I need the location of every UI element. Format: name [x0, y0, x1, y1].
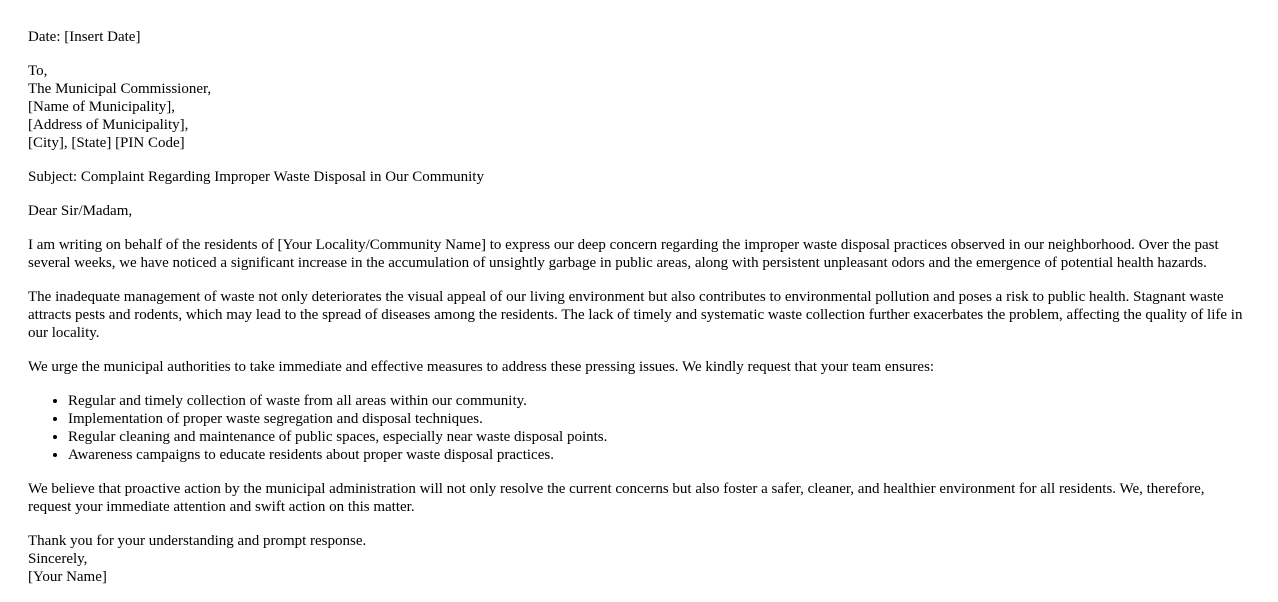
- body-paragraph-2: The inadequate management of waste not only deteriorates the visual appeal of our living environment but also contributes to environmental pollution and poses a risk to public health. Stagnant waste attracts pests and rodents, which may lead to the spread of diseases among the residents. The lack of timely and systematic waste collection further exacerbates the problem, affecting the quality of life in our locality.: [28, 289, 1243, 341]
- letter-document: [28, 28, 1250, 602]
- sign-off-block: [28, 532, 1250, 586]
- thanks-line: Thank you for your understanding and prompt response.: [28, 533, 367, 549]
- recipient-city-state-pin: [City], [State] [PIN Code]: [28, 135, 185, 151]
- closing-paragraph: We believe that proactive action by the municipal administration will not only resolve the current concerns but also foster a safer, cleaner, and healthier environment for all residents. We, therefore, request your immediate attention and swift action on this matter.: [28, 481, 1205, 515]
- subject-line: Subject: Complaint Regarding Improper Waste Disposal in Our Community: [28, 169, 484, 185]
- list-item: • Regular and timely collection of waste from all areas within our community.: [68, 392, 1250, 410]
- list-item: • Implementation of proper waste segregation and disposal techniques.: [68, 410, 1250, 428]
- list-item: • Regular cleaning and maintenance of public spaces, especially near waste disposal points.: [68, 428, 1250, 446]
- list-item: • Awareness campaigns to educate residents about proper waste disposal practices.: [68, 446, 1250, 464]
- recipient-address: [Address of Municipality],: [28, 117, 189, 133]
- recipient-block: [28, 62, 1250, 152]
- body-paragraph-1: I am writing on behalf of the residents of [Your Locality/Community Name] to express our deep concern regarding the improper waste disposal practices observed in our neighborhood. Over the past several weeks, we have noticed a significant increase in the accumulation of unsightly garbage in public areas, along with persistent unpleasant odors and the emergence of potential health hazards.: [28, 237, 1219, 271]
- recipient-title: The Municipal Commissioner,: [28, 81, 212, 97]
- salutation: Dear Sir/Madam,: [28, 203, 133, 219]
- recipient-municipality: [Name of Municipality],: [28, 99, 176, 115]
- recipient-to: To,: [28, 63, 48, 79]
- signature-name: [Your Name]: [28, 569, 107, 585]
- request-list: [28, 392, 1250, 464]
- date-line: Date: [Insert Date]: [28, 29, 141, 45]
- body-paragraph-3: We urge the municipal authorities to take immediate and effective measures to address these pressing issues. We kindly request that your team ensures:: [28, 359, 935, 375]
- closing-line: Sincerely,: [28, 551, 88, 567]
